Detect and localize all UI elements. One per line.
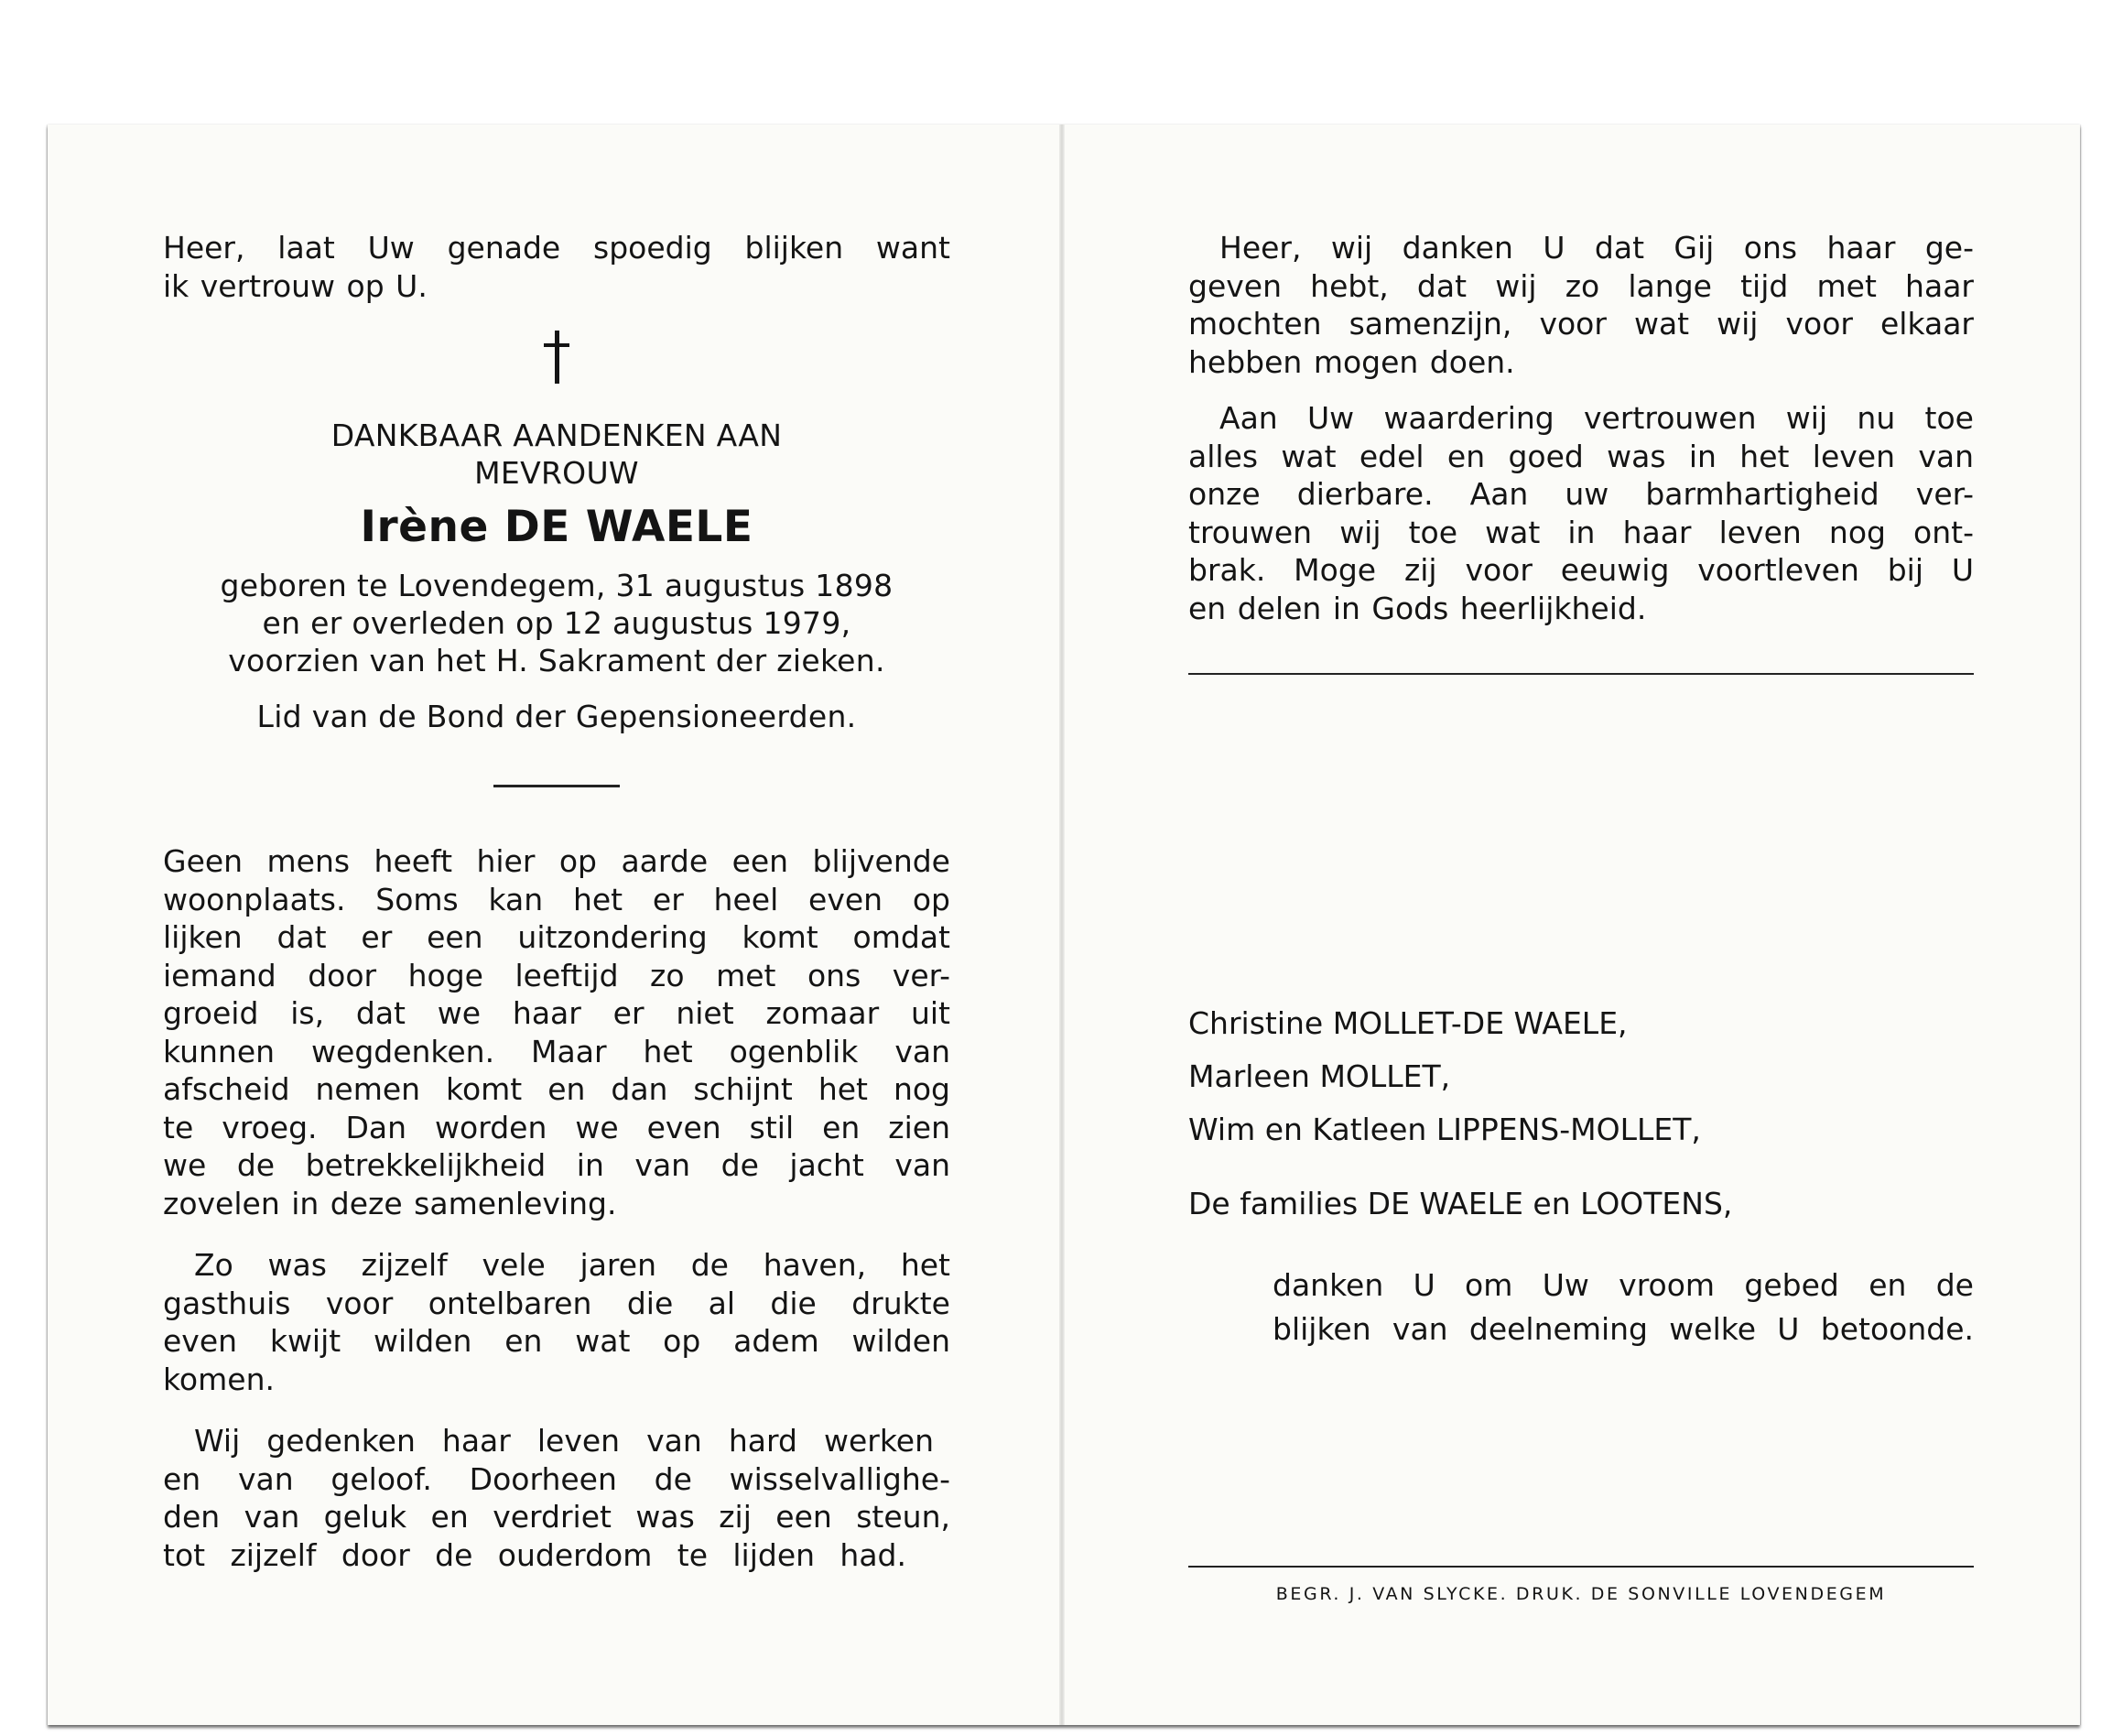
text-line: Aan Uw waardering vertrouwen wij nu toe — [1219, 400, 1974, 436]
divider — [1188, 673, 1974, 675]
left-page — [163, 229, 950, 1574]
paragraph-2 — [163, 1246, 950, 1398]
text-line: geven hebt, dat wij zo lange tijd met haar — [1188, 267, 1974, 304]
membership-line: Lid van de Bond der Gepensioneerden. — [256, 699, 857, 734]
heading-line: DANKBAAR AANDENKEN AAN — [330, 418, 783, 453]
text-line: we de betrekkelijkheid in van de jacht van — [163, 1147, 950, 1183]
text-line: geboren te Lovendegem, 31 augustus 1898 — [220, 568, 894, 603]
thanksgiving-prayer — [1188, 229, 1974, 381]
text-line: den van geluk en verdriet was zij een steun, — [163, 1499, 950, 1535]
text-line: Heer, laat Uw genade spoedig blijken want — [163, 230, 950, 266]
family-member: Christine MOLLET-DE WAELE, — [1188, 1005, 1628, 1041]
opening-prayer — [163, 229, 950, 305]
text-line: komen. — [163, 1361, 275, 1397]
text-line: onze dierbare. Aan uw barmhartigheid ver- — [1188, 476, 1974, 512]
right-page — [1188, 229, 1974, 1604]
heading-line: MEVROUW — [474, 455, 639, 491]
birth-death-details — [163, 567, 950, 679]
paragraph-1 — [163, 842, 950, 1222]
family-member: De families DE WAELE en LOOTENS, — [1188, 1186, 1733, 1221]
text-line: zovelen in deze samenleving. — [163, 1185, 617, 1221]
text-line: Wij gedenken haar leven van hard werken — [194, 1423, 934, 1459]
text-line: blijken van deelneming welke U betoonde. — [1273, 1310, 1974, 1347]
text-line: afscheid nemen komt en dan schijnt het nog — [163, 1071, 950, 1107]
text-line: te vroeg. Dan worden we even stil en zien — [163, 1109, 950, 1145]
text-line: groeid is, dat we haar er niet zomaar uit — [163, 995, 950, 1031]
family-list — [1188, 1004, 1974, 1222]
text-line: Geen mens heeft hier op aarde een blijvende — [163, 843, 950, 879]
latin-cross-icon — [543, 331, 570, 384]
text-line: en delen in Gods heerlijkheid. — [1188, 590, 1647, 626]
paragraph-3 — [163, 1422, 950, 1574]
family-member: Wim en Katleen LIPPENS-MOLLET, — [1188, 1112, 1701, 1147]
text-line: gasthuis voor ontelbaren die al die drukte — [163, 1285, 950, 1321]
trust-prayer — [1188, 399, 1974, 627]
text-line: Heer, wij danken U dat Gij ons haar ge- — [1219, 230, 1974, 266]
deceased-name: Irène DE WAELE — [360, 502, 753, 552]
text-line: danken U om Uw vroom gebed en de — [1273, 1267, 1974, 1303]
divider — [1188, 1566, 1974, 1568]
text-line: trouwen wij toe wat in haar leven nog ont- — [1188, 514, 1974, 550]
family-member: Marleen MOLLET, — [1188, 1058, 1451, 1094]
text-line: iemand door hoge leeftijd zo met ons ver- — [163, 957, 950, 993]
text-line: brak. Moge zij voor eeuwig voortleven bij U — [1188, 552, 1974, 588]
text-line: mochten samenzijn, voor wat wij voor elkaar — [1188, 306, 1974, 342]
text-line: alles wat edel en goed was in het leven van — [1188, 438, 1974, 474]
text-line: en er overleden op 12 augustus 1979, — [262, 605, 851, 641]
text-line: voorzien van het H. Sakrament der zieken. — [228, 643, 885, 678]
text-line: kunnen wegdenken. Maar het ogenblik van — [163, 1033, 950, 1069]
card-fold — [1059, 125, 1065, 1725]
text-line: even kwijt wilden en wat op adem wilden — [163, 1323, 950, 1359]
text-line: woonplaats. Soms kan het er heel even op — [163, 881, 950, 917]
text-line: hebben mogen doen. — [1188, 343, 1515, 380]
printer-credit: BEGR. J. VAN SLYCKE. DRUK. DE SONVILLE LOVENDEGEM — [1275, 1584, 1887, 1604]
text-line: lijken dat er een uitzondering komt omdat — [163, 919, 950, 955]
text-line: ik vertrouw op U. — [163, 267, 428, 304]
text-line: tot zijzelf door de ouderdom te lijden had. — [163, 1536, 906, 1573]
text-line: en van geloof. Doorheen de wisselvallighe- — [163, 1460, 950, 1497]
text-line: Zo was zijzelf vele jaren de haven, het — [194, 1247, 950, 1283]
divider — [493, 785, 620, 787]
thanks-text — [1273, 1266, 1974, 1348]
